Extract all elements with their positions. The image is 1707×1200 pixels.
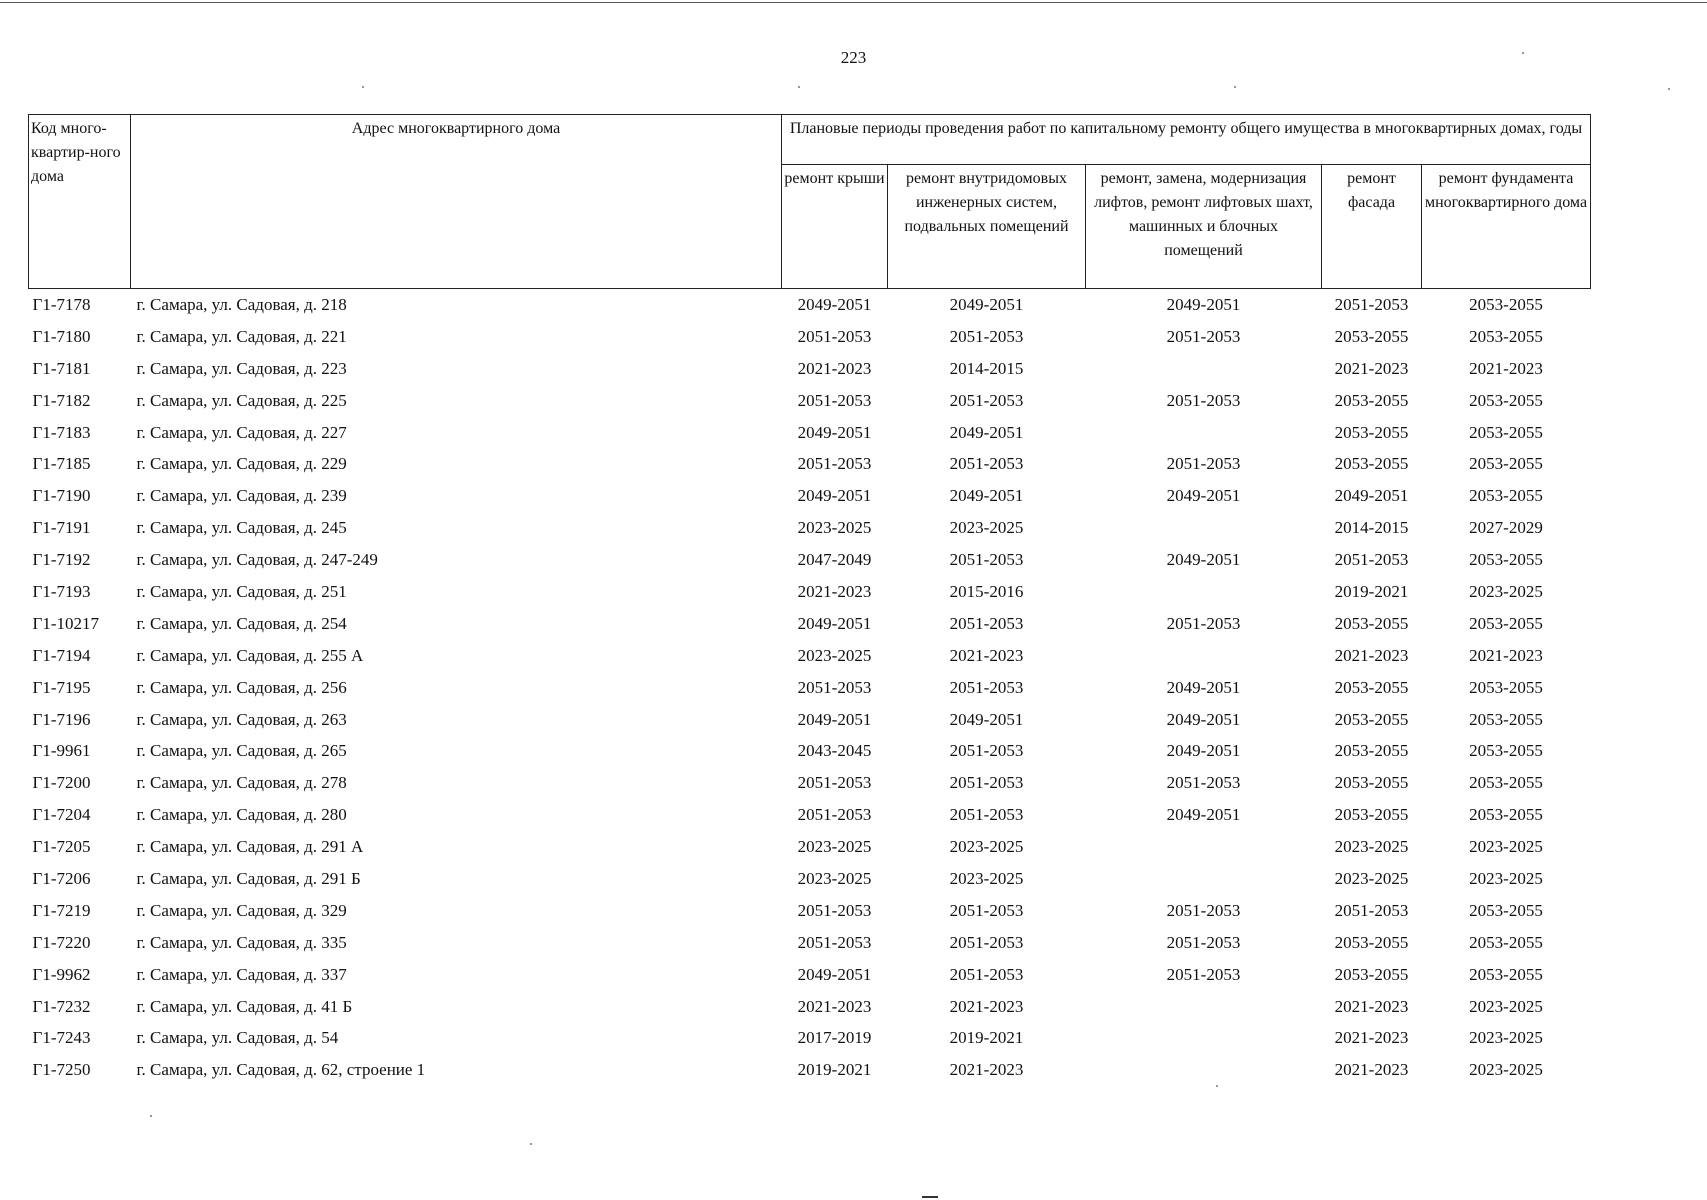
table-row <box>29 863 1591 895</box>
cell-engineering: 2051-2053 <box>949 932 1024 952</box>
cell-engineering: 2019-2021 <box>949 1028 1024 1048</box>
cell-foundation: 2053-2055 <box>1469 741 1543 761</box>
cell-engineering: 2049-2051 <box>949 709 1024 729</box>
cell-engineering: 2051-2053 <box>949 773 1024 793</box>
cell-address: г. Самара, ул. Садовая, д. 280 <box>136 805 347 825</box>
table-row <box>29 704 1591 736</box>
table-row <box>29 353 1591 385</box>
table-row <box>29 927 1591 959</box>
cell-facade: 2051-2053 <box>1334 900 1409 920</box>
cell-code: Г1-7220 <box>32 932 91 952</box>
cell-elevators: 2049-2051 <box>1166 677 1241 697</box>
cell-elevators <box>1086 831 1322 863</box>
cell-roof: 2049-2051 <box>797 964 872 984</box>
cell-facade: 2053-2055 <box>1334 390 1409 410</box>
table-row <box>29 672 1591 704</box>
scan-speck <box>1522 52 1524 54</box>
cell-code: Г1-7181 <box>32 358 91 378</box>
cell-facade: 2053-2055 <box>1334 773 1409 793</box>
page-number: 223 <box>840 48 867 67</box>
cell-roof: 2021-2023 <box>797 358 872 378</box>
table-row <box>29 735 1591 767</box>
cell-roof: 2021-2023 <box>797 996 872 1016</box>
cell-roof: 2049-2051 <box>797 613 872 633</box>
cell-address: г. Самара, ул. Садовая, д. 265 <box>136 741 347 761</box>
cell-roof: 2051-2053 <box>797 677 872 697</box>
cell-facade: 2023-2025 <box>1334 868 1409 888</box>
table-header <box>29 115 1591 289</box>
cell-address: г. Самара, ул. Садовая, д. 62, строение 1 <box>136 1060 426 1080</box>
table-row <box>29 799 1591 831</box>
cell-facade: 2053-2055 <box>1334 677 1409 697</box>
cell-elevators: 2051-2053 <box>1166 613 1241 633</box>
cell-facade: 2051-2053 <box>1334 550 1409 570</box>
cell-foundation: 2023-2025 <box>1469 868 1543 888</box>
scan-dash <box>922 1196 938 1198</box>
cell-elevators <box>1086 1054 1322 1086</box>
table-row <box>29 321 1591 353</box>
cell-elevators: 2051-2053 <box>1166 390 1241 410</box>
table-row <box>29 1022 1591 1054</box>
cell-code: Г1-7250 <box>32 1060 91 1080</box>
table-row <box>29 640 1591 672</box>
cell-roof: 2021-2023 <box>797 581 872 601</box>
cell-foundation: 2023-2025 <box>1469 1028 1543 1048</box>
cell-roof: 2023-2025 <box>797 837 872 857</box>
header-engineering: ремонт внутридомовых инженерных систем, подвальных помещений <box>888 165 1086 289</box>
cell-elevators: 2049-2051 <box>1166 805 1241 825</box>
scan-top-rule <box>0 2 1707 3</box>
cell-engineering: 2051-2053 <box>949 454 1024 474</box>
cell-roof: 2051-2053 <box>797 932 872 952</box>
cell-address: г. Самара, ул. Садовая, д. 251 <box>136 581 347 601</box>
cell-code: Г1-7219 <box>32 900 91 920</box>
table-row <box>29 608 1591 640</box>
cell-engineering: 2014-2015 <box>949 358 1024 378</box>
cell-facade: 2021-2023 <box>1334 645 1409 665</box>
header-roof: ремонт крыши <box>782 165 888 289</box>
cell-facade: 2021-2023 <box>1334 1060 1409 1080</box>
cell-address: г. Самара, ул. Садовая, д. 254 <box>136 613 347 633</box>
cell-facade: 2014-2015 <box>1334 518 1409 538</box>
cell-foundation: 2021-2023 <box>1469 358 1543 378</box>
cell-foundation: 2053-2055 <box>1469 677 1543 697</box>
header-code: Код много-квартир-ного дома <box>29 115 131 289</box>
scan-speck <box>1216 1085 1218 1087</box>
cell-address: г. Самара, ул. Садовая, д. 41 Б <box>136 996 353 1016</box>
cell-roof: 2047-2049 <box>797 550 872 570</box>
cell-foundation: 2053-2055 <box>1469 932 1543 952</box>
cell-facade: 2053-2055 <box>1334 805 1409 825</box>
cell-address: г. Самара, ул. Садовая, д. 227 <box>136 422 347 442</box>
cell-elevators <box>1086 640 1322 672</box>
capital-repair-table <box>28 114 1591 1086</box>
cell-elevators: 2051-2053 <box>1166 454 1241 474</box>
cell-elevators: 2049-2051 <box>1166 741 1241 761</box>
table-row <box>29 480 1591 512</box>
cell-elevators <box>1086 863 1322 895</box>
cell-address: г. Самара, ул. Садовая, д. 278 <box>136 773 347 793</box>
scan-speck <box>1234 86 1236 88</box>
cell-code: Г1-7192 <box>32 550 91 570</box>
table-row <box>29 576 1591 608</box>
cell-elevators <box>1086 512 1322 544</box>
cell-code: Г1-9962 <box>32 964 91 984</box>
cell-facade: 2021-2023 <box>1334 1028 1409 1048</box>
cell-code: Г1-7182 <box>32 390 91 410</box>
cell-code: Г1-7183 <box>32 422 91 442</box>
cell-roof: 2051-2053 <box>797 326 872 346</box>
cell-foundation: 2053-2055 <box>1469 773 1543 793</box>
cell-roof: 2017-2019 <box>797 1028 872 1048</box>
table-row <box>29 544 1591 576</box>
cell-engineering: 2021-2023 <box>949 1060 1024 1080</box>
cell-facade: 2021-2023 <box>1334 358 1409 378</box>
cell-code: Г1-10217 <box>32 613 99 633</box>
scan-speck <box>798 86 800 88</box>
cell-facade: 2019-2021 <box>1334 581 1409 601</box>
table-body <box>29 289 1591 1087</box>
cell-engineering: 2049-2051 <box>949 294 1024 314</box>
cell-roof: 2049-2051 <box>797 422 872 442</box>
cell-code: Г1-7196 <box>32 709 91 729</box>
cell-facade: 2053-2055 <box>1334 741 1409 761</box>
cell-code: Г1-7191 <box>32 518 91 538</box>
cell-address: г. Самара, ул. Садовая, д. 54 <box>136 1028 339 1048</box>
table-row <box>29 385 1591 417</box>
cell-address: г. Самара, ул. Садовая, д. 239 <box>136 486 347 506</box>
cell-foundation: 2053-2055 <box>1469 486 1543 506</box>
cell-address: г. Самара, ул. Садовая, д. 225 <box>136 390 347 410</box>
header-facade: ремонт фасада <box>1322 165 1422 289</box>
cell-address: г. Самара, ул. Садовая, д. 218 <box>136 294 347 314</box>
cell-facade: 2051-2053 <box>1334 294 1409 314</box>
header-foundation: ремонт фундамента многоквартирного дома <box>1422 165 1591 289</box>
cell-elevators <box>1086 576 1322 608</box>
cell-code: Г1-7205 <box>32 837 91 857</box>
scan-speck <box>530 1143 532 1145</box>
cell-code: Г1-7243 <box>32 1028 91 1048</box>
cell-roof: 2043-2045 <box>797 741 872 761</box>
cell-code: Г1-7232 <box>32 996 91 1016</box>
cell-roof: 2051-2053 <box>797 390 872 410</box>
cell-foundation: 2053-2055 <box>1469 294 1543 314</box>
scan-speck <box>1668 88 1670 90</box>
cell-elevators: 2049-2051 <box>1166 294 1241 314</box>
cell-engineering: 2051-2053 <box>949 613 1024 633</box>
cell-address: г. Самара, ул. Садовая, д. 337 <box>136 964 347 984</box>
cell-engineering: 2023-2025 <box>949 518 1024 538</box>
cell-elevators: 2049-2051 <box>1166 486 1241 506</box>
scan-speck <box>150 1115 152 1117</box>
cell-engineering: 2023-2025 <box>949 868 1024 888</box>
cell-foundation: 2053-2055 <box>1469 550 1543 570</box>
cell-code: Г1-7190 <box>32 486 91 506</box>
cell-elevators: 2049-2051 <box>1166 709 1241 729</box>
cell-foundation: 2053-2055 <box>1469 326 1543 346</box>
cell-address: г. Самара, ул. Садовая, д. 221 <box>136 326 347 346</box>
cell-facade: 2053-2055 <box>1334 964 1409 984</box>
cell-facade: 2053-2055 <box>1334 422 1409 442</box>
cell-roof: 2019-2021 <box>797 1060 872 1080</box>
cell-elevators: 2051-2053 <box>1166 932 1241 952</box>
cell-facade: 2053-2055 <box>1334 709 1409 729</box>
cell-foundation: 2023-2025 <box>1469 996 1543 1016</box>
cell-address: г. Самара, ул. Садовая, д. 223 <box>136 358 347 378</box>
cell-address: г. Самара, ул. Садовая, д. 291 Б <box>136 868 361 888</box>
cell-foundation: 2021-2023 <box>1469 645 1543 665</box>
table-row <box>29 959 1591 991</box>
cell-address: г. Самара, ул. Садовая, д. 263 <box>136 709 347 729</box>
cell-address: г. Самара, ул. Садовая, д. 247-249 <box>136 550 378 570</box>
table-row <box>29 895 1591 927</box>
cell-facade: 2053-2055 <box>1334 613 1409 633</box>
cell-elevators <box>1086 1022 1322 1054</box>
cell-foundation: 2053-2055 <box>1469 390 1543 410</box>
cell-address: г. Самара, ул. Садовая, д. 329 <box>136 900 347 920</box>
cell-roof: 2023-2025 <box>797 518 872 538</box>
cell-foundation: 2053-2055 <box>1469 422 1543 442</box>
cell-roof: 2051-2053 <box>797 900 872 920</box>
cell-elevators: 2049-2051 <box>1166 550 1241 570</box>
table-row <box>29 417 1591 449</box>
header-elevators: ремонт, замена, модернизация лифтов, ремонт лифтовых шахт, машинных и блочных помещений <box>1086 165 1322 289</box>
cell-code: Г1-7180 <box>32 326 91 346</box>
cell-facade: 2053-2055 <box>1334 326 1409 346</box>
table-row <box>29 289 1591 321</box>
cell-address: г. Самара, ул. Садовая, д. 255 А <box>136 645 364 665</box>
cell-engineering: 2049-2051 <box>949 422 1024 442</box>
cell-roof: 2049-2051 <box>797 709 872 729</box>
table-row <box>29 512 1591 544</box>
cell-address: г. Самара, ул. Садовая, д. 229 <box>136 454 347 474</box>
cell-engineering: 2051-2053 <box>949 390 1024 410</box>
cell-address: г. Самара, ул. Садовая, д. 335 <box>136 932 347 952</box>
cell-foundation: 2053-2055 <box>1469 454 1543 474</box>
cell-roof: 2051-2053 <box>797 454 872 474</box>
cell-elevators: 2051-2053 <box>1166 964 1241 984</box>
cell-engineering: 2021-2023 <box>949 645 1024 665</box>
cell-engineering: 2051-2053 <box>949 677 1024 697</box>
cell-engineering: 2051-2053 <box>949 805 1024 825</box>
cell-roof: 2051-2053 <box>797 805 872 825</box>
cell-code: Г1-7185 <box>32 454 91 474</box>
cell-engineering: 2049-2051 <box>949 486 1024 506</box>
table-row <box>29 767 1591 799</box>
cell-engineering: 2051-2053 <box>949 326 1024 346</box>
cell-roof: 2023-2025 <box>797 868 872 888</box>
cell-engineering: 2021-2023 <box>949 996 1024 1016</box>
cell-code: Г1-7200 <box>32 773 91 793</box>
cell-foundation: 2053-2055 <box>1469 709 1543 729</box>
cell-engineering: 2051-2053 <box>949 900 1024 920</box>
cell-foundation: 2023-2025 <box>1469 581 1543 601</box>
cell-engineering: 2023-2025 <box>949 837 1024 857</box>
cell-facade: 2053-2055 <box>1334 454 1409 474</box>
cell-foundation: 2023-2025 <box>1469 837 1543 857</box>
cell-facade: 2049-2051 <box>1334 486 1409 506</box>
cell-foundation: 2053-2055 <box>1469 900 1543 920</box>
cell-foundation: 2053-2055 <box>1469 613 1543 633</box>
cell-code: Г1-7178 <box>32 294 91 314</box>
cell-elevators: 2051-2053 <box>1166 900 1241 920</box>
cell-code: Г1-7204 <box>32 805 91 825</box>
cell-code: Г1-7195 <box>32 677 91 697</box>
cell-foundation: 2027-2029 <box>1469 518 1543 538</box>
cell-roof: 2049-2051 <box>797 486 872 506</box>
cell-address: г. Самара, ул. Садовая, д. 245 <box>136 518 347 538</box>
table-row <box>29 831 1591 863</box>
cell-foundation: 2053-2055 <box>1469 964 1543 984</box>
cell-elevators <box>1086 417 1322 449</box>
cell-engineering: 2051-2053 <box>949 741 1024 761</box>
cell-roof: 2051-2053 <box>797 773 872 793</box>
scan-speck <box>362 86 364 88</box>
table-row <box>29 1054 1591 1086</box>
cell-facade: 2021-2023 <box>1334 996 1409 1016</box>
table-row <box>29 991 1591 1023</box>
cell-foundation: 2023-2025 <box>1469 1060 1543 1080</box>
cell-code: Г1-9961 <box>32 741 91 761</box>
cell-elevators: 2051-2053 <box>1166 326 1241 346</box>
cell-code: Г1-7193 <box>32 581 91 601</box>
cell-address: г. Самара, ул. Садовая, д. 256 <box>136 677 347 697</box>
cell-code: Г1-7194 <box>32 645 91 665</box>
cell-elevators: 2051-2053 <box>1166 773 1241 793</box>
cell-facade: 2023-2025 <box>1334 837 1409 857</box>
cell-engineering: 2051-2053 <box>949 550 1024 570</box>
cell-facade: 2053-2055 <box>1334 932 1409 952</box>
cell-foundation: 2053-2055 <box>1469 805 1543 825</box>
header-periods-group: Плановые периоды проведения работ по капитальному ремонту общего имущества в многоквартирных домах, годы <box>782 115 1591 165</box>
cell-engineering: 2051-2053 <box>949 964 1024 984</box>
table-row <box>29 448 1591 480</box>
header-address: Адрес многоквартирного дома <box>131 115 782 289</box>
cell-roof: 2023-2025 <box>797 645 872 665</box>
cell-roof: 2049-2051 <box>797 294 872 314</box>
cell-engineering: 2015-2016 <box>949 581 1024 601</box>
cell-code: Г1-7206 <box>32 868 91 888</box>
cell-address: г. Самара, ул. Садовая, д. 291 А <box>136 837 364 857</box>
cell-elevators <box>1086 991 1322 1023</box>
cell-elevators <box>1086 353 1322 385</box>
